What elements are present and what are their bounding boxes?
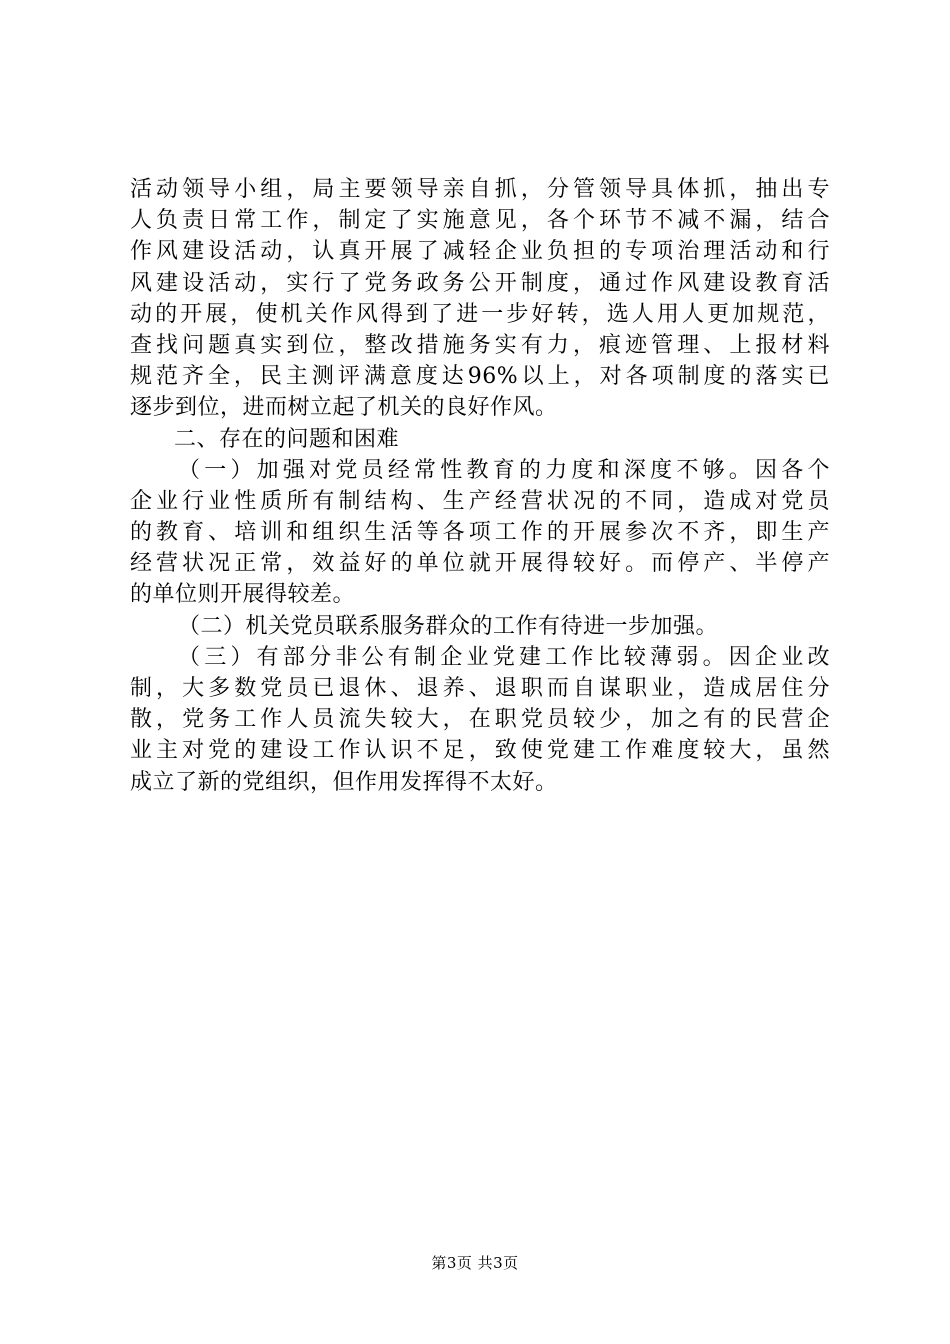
page-footer: 第3页 共3页 [431,1254,519,1272]
document-body [130,174,830,798]
body-line: 企业行业性质所有制结构、生产经营状况的不同，造成对党员 [130,488,830,514]
body-line: 业主对党的建设工作认识不足，致使党建工作难度较大，虽然 [130,738,830,764]
body-line: 人负责日常工作，制定了实施意见，各个环节不减不漏，结合 [130,208,830,234]
body-line: 动的开展，使机关作风得到了进一步好转，选人用人更加规范， [130,301,830,327]
section-heading: 二、存在的问题和困难 [174,426,400,452]
body-line: （三）有部分非公有制企业党建工作比较薄弱。因企业改 [178,644,830,670]
body-line: 规范齐全，民主测评满意度达96%以上，对各项制度的落实已 [130,364,830,390]
body-line: 逐步到位，进而树立起了机关的良好作风。 [130,395,558,421]
body-line: 风建设活动，实行了党务政务公开制度，通过作风建设教育活 [130,270,830,296]
body-line: 活动领导小组，局主要领导亲自抓，分管领导具体抓，抽出专 [130,177,830,202]
body-line: 经营状况正常，效益好的单位就开展得较好。而停产、半停产 [130,551,830,577]
body-line: （二）机关党员联系服务群众的工作有待进一步加强。 [178,613,719,639]
body-line: 制，大多数党员已退休、退养、退职而自谋职业，造成居住分 [130,676,830,701]
body-line: 散，党务工作人员流失较大，在职党员较少，加之有的民营企 [130,707,830,733]
body-line: 成立了新的党组织，但作用发挥得不太好。 [130,769,558,795]
body-line: 的单位则开展得较差。 [130,582,356,608]
body-line: 的教育、培训和组织生活等各项工作的开展参次不齐，即生产 [130,520,830,546]
body-line: 查找问题真实到位，整改措施务实有力，痕迹管理、上报材料 [130,332,830,358]
body-line: 作风建设活动，认真开展了减轻企业负担的专项治理活动和行 [130,239,830,265]
body-line: （一）加强对党员经常性教育的力度和深度不够。因各个 [178,457,830,483]
